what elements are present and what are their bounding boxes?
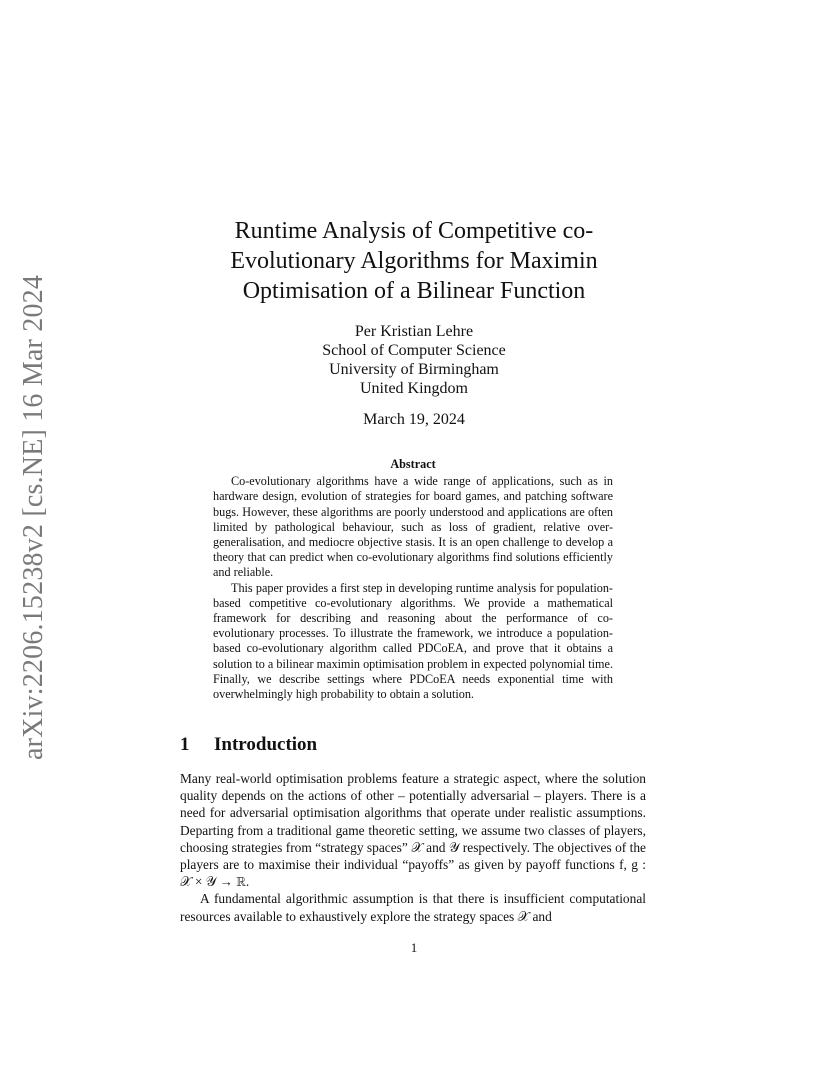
author-department: School of Computer Science [322,342,506,359]
section-title: Introduction [214,734,318,755]
abstract [213,457,613,702]
paper-date: March 19, 2024 [363,411,465,428]
abstract-paragraph: This paper provides a first step in developing runtime analysis for population-based competitive co-evolutionary algorithms. We provide a mathematical framework for describing and reasoning about the performance of co-evolutionary processes. To illustrate the framework, we introduce a population-based co-evolutionary algorithm called PDCoEA, and prove that it obtains a solution to a bilinear maximin optimisation problem in expected polynomial time. Finally, we describe settings where PDCoEA needs exponential time with overwhelmingly high probability to obtain a solution. [213,580,613,702]
author-university: University of Birmingham [329,361,499,378]
page-number: 1 [410,940,418,955]
arxiv-identifier-stamp: arXiv:2206.15238v2 [cs.NE] 16 Mar 2024 [18,274,49,760]
author-country: United Kingdom [360,380,468,397]
abstract-heading: Abstract [390,457,436,471]
paper-title: Runtime Analysis of Competitive co-Evolutionary Algorithms for Maximin Optimisation of a Bilinear Function [230,218,598,304]
author-name: Per Kristian Lehre [354,323,474,340]
body-paragraph: Many real-world optimisation problems feature a strategic aspect, where the solution quality depends on the actions of other – potentially adversarial – players. There is a need for adversarial optimisation algorithms that operate under realistic assumptions. Departing from a traditional game theoretic setting, we assume two classes of players, choosing strategies from “strategy spaces” 𝒳 and 𝒴 respectively. The objectives of the players are to maximise their individual “payoffs” as given by payoff functions f, g : 𝒳 × 𝒴 → ℝ. [180,771,646,890]
section-body [180,770,646,925]
body-paragraph: A fundamental algorithmic assumption is that there is insufficient computational resources available to exhaustively explore the strategy spaces 𝒳 and [180,891,646,924]
author-block [176,322,652,398]
section-heading [180,734,317,756]
abstract-paragraph: Co-evolutionary algorithms have a wide range of applications, such as in hardware design, evolution of strategies for board games, and patching software bugs. However, these algorithms are poorly understood and applications are often limited by pathological behaviour, such as loss of gradient, relative over-generalisation, and mediocre objective stasis. It is an open challenge to develop a theory that can predict when co-evolutionary algorithms find solutions efficiently and reliable. [213,474,613,580]
section-number: 1 [180,734,190,755]
